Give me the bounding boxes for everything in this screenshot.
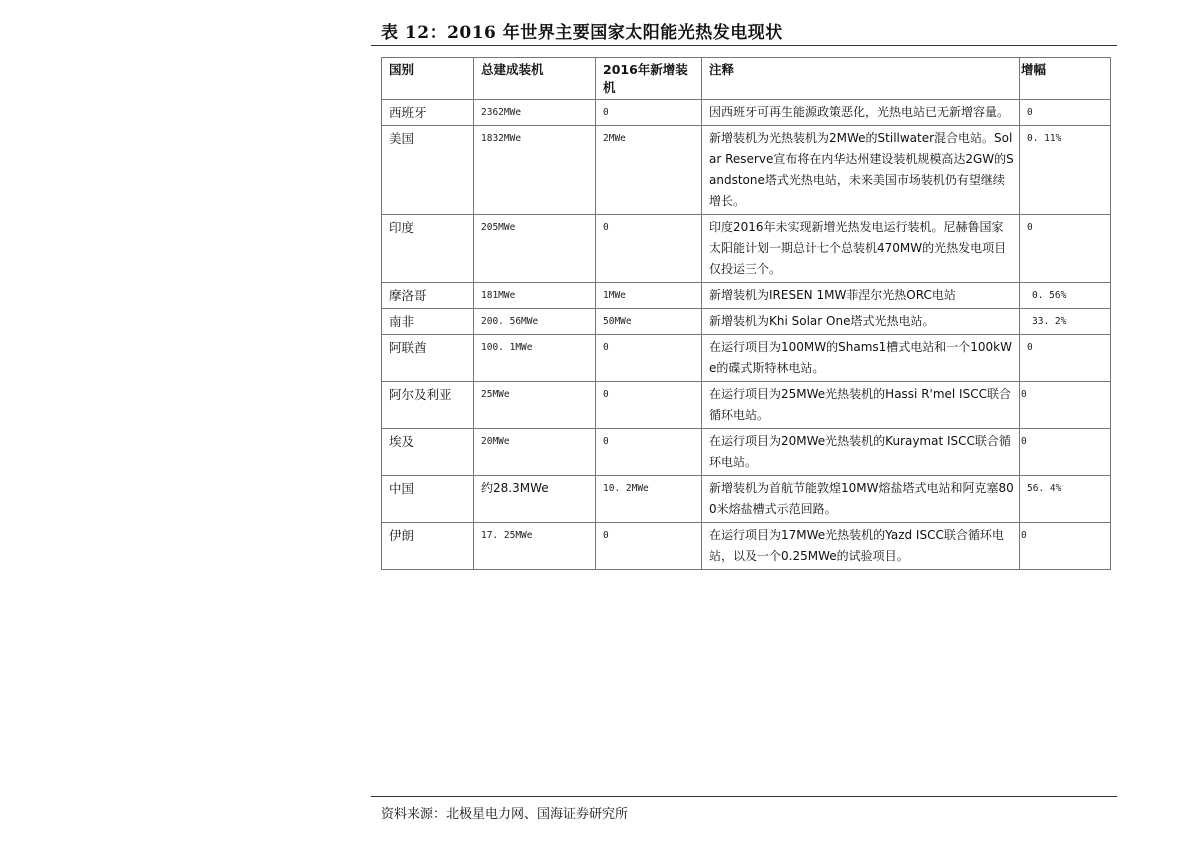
- header-new-capacity: 2016年新增装机: [596, 58, 702, 100]
- cell-country: 美国: [382, 126, 474, 215]
- cell-total: 205MWe: [474, 215, 596, 283]
- header-total-capacity: 总建成装机: [474, 58, 596, 100]
- header-growth: 增幅: [1020, 58, 1111, 100]
- cell-country: 西班牙: [382, 100, 474, 126]
- table-row: [382, 382, 1111, 429]
- cell-country: 印度: [382, 215, 474, 283]
- cell-total: 20MWe: [474, 429, 596, 476]
- cell-country: 埃及: [382, 429, 474, 476]
- header-row: [382, 58, 1111, 100]
- cell-note: 在运行项目为20MWe光热装机的Kuraymat ISCC联合循环电站。: [702, 429, 1020, 476]
- cell-total: 1832MWe: [474, 126, 596, 215]
- cell-country: 南非: [382, 309, 474, 335]
- cell-growth: 0: [1020, 523, 1111, 570]
- table-row: [382, 309, 1111, 335]
- cell-new: 2MWe: [596, 126, 702, 215]
- cell-country: 阿联酋: [382, 335, 474, 382]
- cell-total: 17. 25MWe: [474, 523, 596, 570]
- data-table: [381, 57, 1111, 570]
- cell-note: 新增装机为光热装机为2MWe的Stillwater混合电站。Solar Reserve宣布将在内华达州建设装机规模高达2GW的Sandstone塔式光热电站，未来美国市场装机仍有望继续增长。: [702, 126, 1020, 215]
- cell-new: 10. 2MWe: [596, 476, 702, 523]
- table-row: [382, 215, 1111, 283]
- table-row: [382, 126, 1111, 215]
- cell-country: 摩洛哥: [382, 283, 474, 309]
- cell-country: 阿尔及利亚: [382, 382, 474, 429]
- table-row: [382, 335, 1111, 382]
- cell-growth: 33. 2%: [1020, 309, 1111, 335]
- cell-growth: 56. 4%: [1020, 476, 1111, 523]
- cell-note: 在运行项目为25MWe光热装机的Hassi R'mel ISCC联合循环电站。: [702, 382, 1020, 429]
- cell-new: 0: [596, 335, 702, 382]
- cell-country: 中国: [382, 476, 474, 523]
- header-note: 注释: [702, 58, 1020, 100]
- bottom-rule: [371, 796, 1117, 797]
- top-rule: [371, 45, 1117, 46]
- table-title: 表 12：2016 年世界主要国家太阳能光热发电现状: [381, 23, 783, 43]
- cell-note: 新增装机为IRESEN 1MW菲涅尔光热ORC电站: [702, 283, 1020, 309]
- table-row: [382, 283, 1111, 309]
- cell-note: 在运行项目为100MW的Shams1槽式电站和一个100kWe的碟式斯特林电站。: [702, 335, 1020, 382]
- cell-new: 0: [596, 100, 702, 126]
- cell-note: 新增装机为Khi Solar One塔式光热电站。: [702, 309, 1020, 335]
- cell-total: 约28.3MWe: [474, 476, 596, 523]
- table-row: [382, 523, 1111, 570]
- cell-total: 181MWe: [474, 283, 596, 309]
- cell-total: 100. 1MWe: [474, 335, 596, 382]
- cell-growth: 0: [1020, 215, 1111, 283]
- cell-growth: 0: [1020, 100, 1111, 126]
- cell-note: 因西班牙可再生能源政策恶化，光热电站已无新增容量。: [702, 100, 1020, 126]
- source-note: 资料来源：北极星电力网、国海证券研究所: [381, 807, 629, 822]
- table-row: [382, 429, 1111, 476]
- cell-growth: 0: [1020, 335, 1111, 382]
- cell-new: 50MWe: [596, 309, 702, 335]
- cell-new: 1MWe: [596, 283, 702, 309]
- cell-new: 0: [596, 215, 702, 283]
- cell-note: 印度2016年未实现新增光热发电运行装机。尼赫鲁国家太阳能计划一期总计七个总装机470MW的光热发电项目仅投运三个。: [702, 215, 1020, 283]
- cell-new: 0: [596, 523, 702, 570]
- cell-growth: 0. 56%: [1020, 283, 1111, 309]
- header-country: 国别: [382, 58, 474, 100]
- cell-growth: 0. 11%: [1020, 126, 1111, 215]
- cell-total: 200. 56MWe: [474, 309, 596, 335]
- cell-total: 25MWe: [474, 382, 596, 429]
- cell-new: 0: [596, 382, 702, 429]
- cell-total: 2362MWe: [474, 100, 596, 126]
- table-row: [382, 100, 1111, 126]
- table-row: [382, 476, 1111, 523]
- cell-growth: 0: [1020, 429, 1111, 476]
- cell-growth: 0: [1020, 382, 1111, 429]
- cell-note: 在运行项目为17MWe光热装机的Yazd ISCC联合循环电站，以及一个0.25MWe的试验项目。: [702, 523, 1020, 570]
- cell-country: 伊朗: [382, 523, 474, 570]
- cell-new: 0: [596, 429, 702, 476]
- cell-note: 新增装机为首航节能敦煌10MW熔盐塔式电站和阿克塞800米熔盐槽式示范回路。: [702, 476, 1020, 523]
